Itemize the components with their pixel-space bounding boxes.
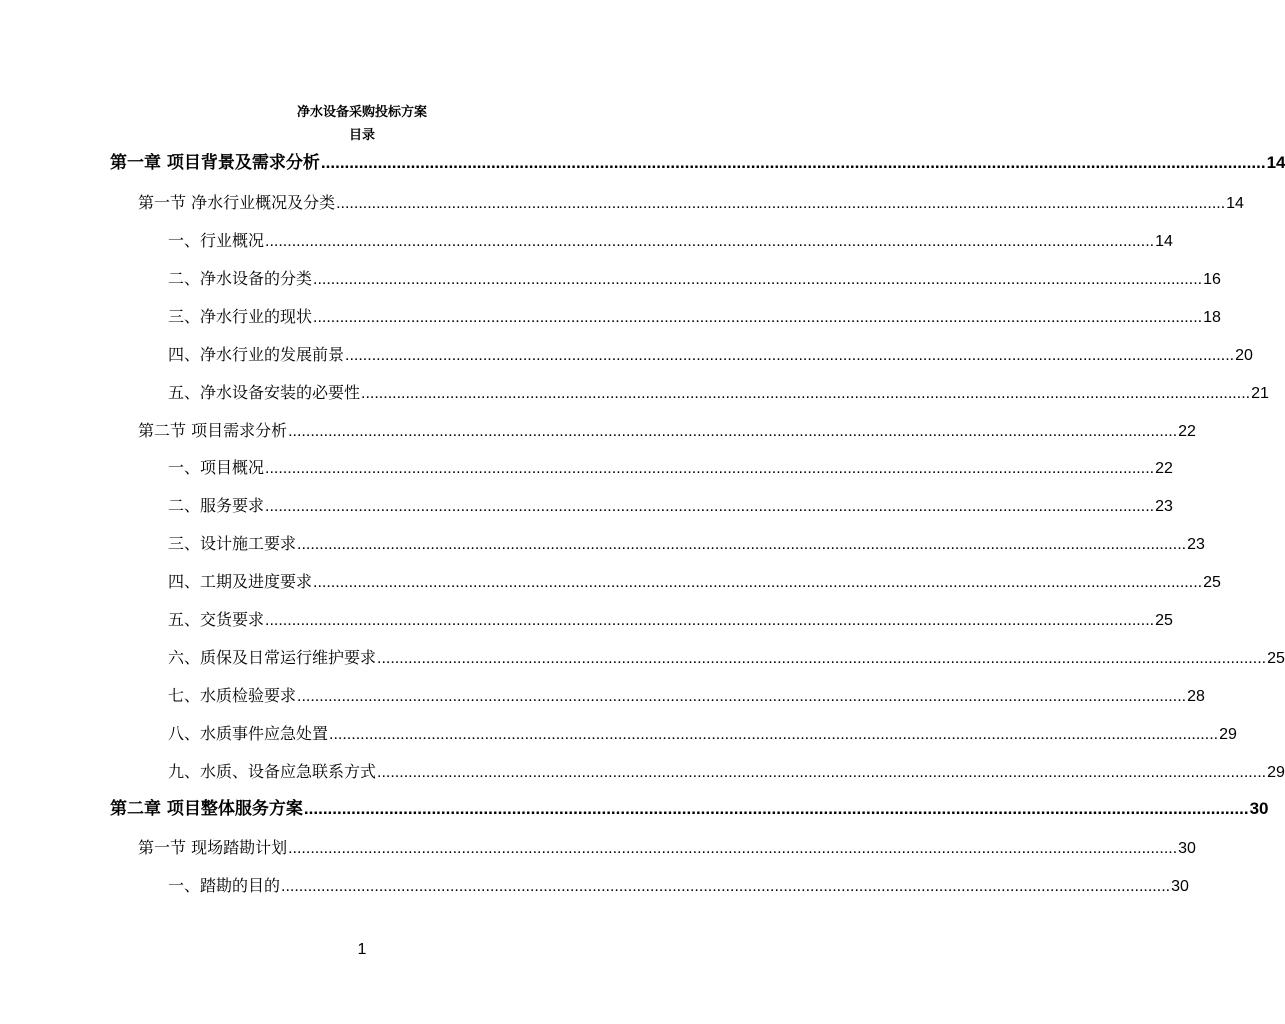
toc-leader-dots: ........................................................................................................................................................................................................ (313, 271, 1203, 288)
toc-entry-label: 二、服务要求 (168, 496, 265, 515)
toc-page-number: 23 (1155, 498, 1173, 515)
toc-page-number: 22 (1155, 460, 1173, 477)
toc-page-number: 20 (1235, 347, 1253, 364)
toc-entry-label: 第一节 净水行业概况及分类 (138, 193, 336, 212)
toc-page-number: 25 (1155, 612, 1173, 629)
toc-entry-item[interactable] (168, 646, 1285, 670)
toc-leader-dots: ........................................................................................................................................................................................................ (265, 460, 1155, 477)
toc-entry-item[interactable] (168, 570, 1221, 594)
toc-entry-section[interactable] (138, 191, 1244, 215)
toc-entry-item[interactable] (168, 494, 1173, 518)
toc-leader-dots: ........................................................................................................................................................................................................ (313, 309, 1203, 326)
toc-page-number: 14 (1266, 153, 1285, 172)
toc-leader-dots: ........................................................................................................................................................................................................ (377, 650, 1267, 667)
toc-page-number: 18 (1203, 309, 1221, 326)
toc-leader-dots: ........................................................................................................................................................................................................ (281, 878, 1171, 895)
toc-leader-dots: ........................................................................................................................................................................................................ (345, 347, 1235, 364)
toc-leader-dots: ........................................................................................................................................................................................................ (377, 764, 1267, 781)
toc-leader-dots: ........................................................................................................................................................................................................ (265, 233, 1155, 250)
toc-entry-item[interactable] (168, 684, 1205, 708)
toc-entry-label: 一、踏勘的目的 (168, 876, 281, 895)
toc-page-number: 23 (1187, 536, 1205, 553)
toc-page-number: 25 (1203, 574, 1221, 591)
toc-page-number: 28 (1187, 688, 1205, 705)
toc-entry-label: 三、设计施工要求 (168, 534, 297, 553)
toc-entry-label: 七、水质检验要求 (168, 686, 297, 705)
toc-entry-item[interactable] (168, 722, 1237, 746)
toc-entry-label: 三、净水行业的现状 (168, 307, 313, 326)
toc-entry-item[interactable] (168, 456, 1173, 480)
toc-entry-label: 一、行业概况 (168, 231, 265, 250)
toc-page-number: 30 (1171, 878, 1189, 895)
toc-page-number: 25 (1267, 650, 1285, 667)
toc-entry-item[interactable] (168, 305, 1221, 329)
toc-entry-item[interactable] (168, 381, 1269, 405)
toc-leader-dots: ........................................................................................................................................................................................................ (329, 726, 1219, 743)
toc-leader-dots: ........................................................................................................................................................................................................ (336, 195, 1226, 212)
toc-leader-dots: ........................................................................................................................................................................................................ (297, 688, 1187, 705)
toc-leader-dots: ........................................................................................................................................................................................................ (313, 574, 1203, 591)
toc-leader-dots: ........................................................................................................................................................................................................ (288, 423, 1178, 440)
toc-leader-dots: ........................................................................................................................................................................................................ (361, 385, 1251, 402)
page-number: 1 (357, 941, 367, 958)
toc-entry-label: 五、净水设备安装的必要性 (168, 383, 361, 402)
toc-entry-label: 九、水质、设备应急联系方式 (168, 762, 377, 781)
toc-entry-item[interactable] (168, 760, 1285, 784)
toc-heading: 目录 (348, 128, 375, 143)
toc-page-number: 16 (1203, 271, 1221, 288)
toc-leader-dots: ........................................................................................................................................................................................................ (288, 840, 1178, 857)
toc-entry-item[interactable] (168, 267, 1221, 291)
toc-page-number: 29 (1267, 764, 1285, 781)
toc-entry-label: 第一节 现场踏勘计划 (138, 838, 288, 857)
toc-page-number: 21 (1251, 385, 1269, 402)
toc-entry-label: 四、工期及进度要求 (168, 572, 313, 591)
toc-entry-label: 第二节 项目需求分析 (138, 421, 288, 440)
toc-entry-chapter[interactable] (110, 797, 1269, 821)
toc-page-number: 29 (1219, 726, 1237, 743)
toc-entry-label: 二、净水设备的分类 (168, 269, 313, 288)
toc-entry-label: 六、质保及日常运行维护要求 (168, 648, 377, 667)
toc-leader-dots: ........................................................................................................................................................................................................ (303, 799, 1249, 818)
toc-entry-label: 第一章 项目背景及需求分析 (110, 153, 320, 173)
toc-entry-label: 八、水质事件应急处置 (168, 724, 329, 743)
toc-page-number: 22 (1178, 423, 1196, 440)
toc-entry-label: 一、项目概况 (168, 458, 265, 477)
toc-entry-label: 四、净水行业的发展前景 (168, 345, 345, 364)
toc-entry-chapter[interactable] (110, 151, 1285, 175)
toc-leader-dots: ........................................................................................................................................................................................................ (297, 536, 1187, 553)
toc-entry-item[interactable] (168, 229, 1173, 253)
toc-entry-label: 五、交货要求 (168, 610, 265, 629)
toc-entry-item[interactable] (168, 874, 1189, 898)
toc-entry-section[interactable] (138, 419, 1196, 443)
toc-page-number: 14 (1155, 233, 1173, 250)
toc-leader-dots: ........................................................................................................................................................................................................ (320, 153, 1266, 172)
toc-page-number: 30 (1178, 840, 1196, 857)
toc-entry-label: 第二章 项目整体服务方案 (110, 799, 303, 819)
toc-leader-dots: ........................................................................................................................................................................................................ (265, 612, 1155, 629)
toc-entry-item[interactable] (168, 608, 1173, 632)
toc-page-number: 30 (1249, 799, 1269, 818)
toc-entry-section[interactable] (138, 836, 1196, 860)
toc-leader-dots: ........................................................................................................................................................................................................ (265, 498, 1155, 515)
toc-entry-item[interactable] (168, 532, 1205, 556)
document-title: 净水设备采购投标方案 (296, 105, 427, 120)
toc-entry-item[interactable] (168, 343, 1253, 367)
toc-page-number: 14 (1226, 195, 1244, 212)
